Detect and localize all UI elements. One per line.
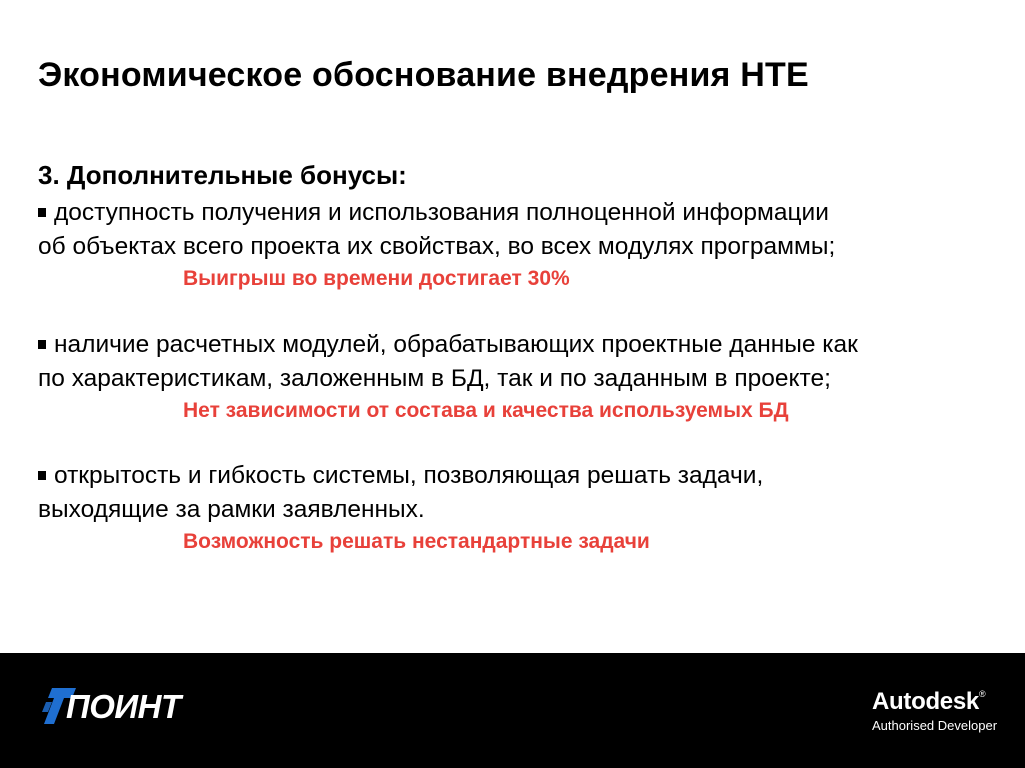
autodesk-logo <box>872 688 985 716</box>
list-item-1-benefit: Выигрыш во времени достигает 30% <box>183 267 570 290</box>
list-item-1-text-1: доступность получения и использования полноценной информации <box>54 199 829 226</box>
list-item-2-benefit: Нет зависимости от состава и качества используемых БД <box>183 399 789 422</box>
list-item-3-line-2: выходящие за рамки заявленных. <box>38 496 425 523</box>
list-item-1-line-1 <box>38 196 829 230</box>
square-bullet-icon <box>38 340 46 349</box>
list-item-3-line-1 <box>38 459 763 493</box>
slide-title: Экономическое обоснование внедрения НТЕ <box>38 56 809 94</box>
list-item-2-line-1 <box>38 328 858 362</box>
autodesk-logo-name: Autodesk <box>872 688 979 715</box>
list-item-2-text-1: наличие расчетных модулей, обрабатывающих проектные данные как <box>54 331 858 358</box>
point-logo-text: ПОИНТ <box>66 688 181 725</box>
list-item-3-text-1: открытость и гибкость системы, позволяющая решать задачи, <box>54 462 764 489</box>
registered-mark: ® <box>978 689 986 699</box>
section-heading: 3. Дополнительные бонусы: <box>38 160 407 190</box>
square-bullet-icon <box>38 208 46 217</box>
square-bullet-icon <box>38 471 46 480</box>
autodesk-subtitle: Authorised Developer <box>872 718 998 733</box>
list-item-1-line-2: об объектах всего проекта их свойствах, во всех модулях программы; <box>38 233 836 260</box>
list-item-2-line-2: по характеристикам, заложенным в БД, так и по заданным в проекте; <box>38 365 831 392</box>
list-item-3-benefit: Возможность решать нестандартные задачи <box>183 530 650 553</box>
